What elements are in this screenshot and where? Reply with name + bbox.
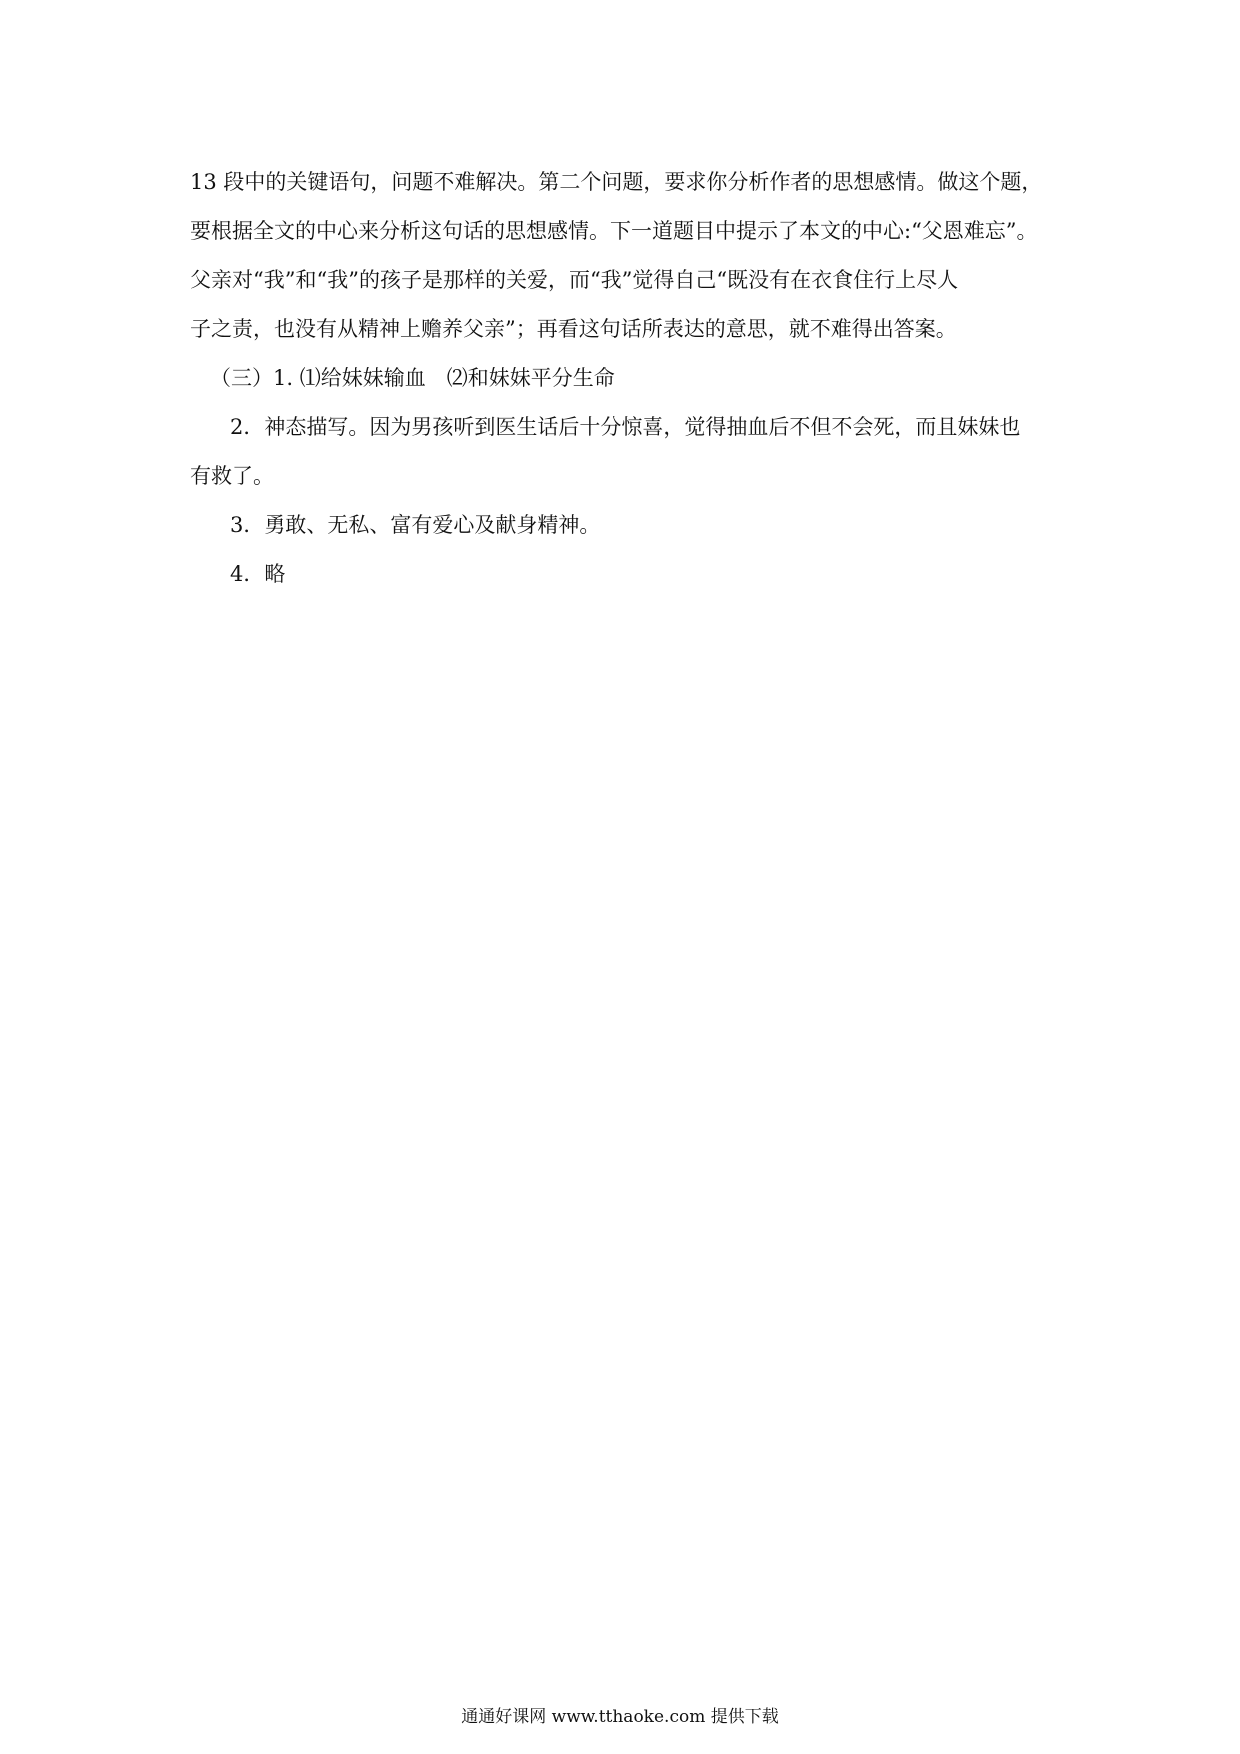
answer-2 — [190, 403, 1070, 501]
answer-4 — [190, 550, 1070, 599]
answer-line-2: 2．神态描写。因为男孩听到医生话后十分惊喜，觉得抽血后不但不会死，而且妹妹也 — [230, 415, 1021, 439]
text-line: 要根据全文的中心来分析这句话的思想感情。下一道题目中提示了本文的中心:“父恩难忘”。 — [190, 219, 1038, 243]
answer-line-4: 4．略 — [230, 562, 286, 586]
answer-line-1: （三）1. ⑴给妹妹输血 ⑵和妹妹平分生命 — [210, 366, 615, 390]
document-body — [190, 158, 1070, 599]
answer-line-2-cont: 有救了。 — [190, 464, 274, 488]
text-line: 13 段中的关键语句，问题不难解决。第二个问题，要求你分析作者的思想感情。做这个题， — [190, 170, 1043, 194]
answer-section-three — [190, 354, 1070, 403]
answer-line-3: 3．勇敢、无私、富有爱心及献身精神。 — [230, 513, 601, 537]
paragraph-analysis — [190, 158, 1070, 354]
text-line: 子之责，也没有从精神上赡养父亲”；再看这句话所表达的意思，就不难得出答案。 — [190, 317, 957, 341]
text-line: 父亲对“我”和“我”的孩子是那样的关爱，而“我”觉得自己“既没有在衣食住行上尽人 — [190, 268, 959, 292]
page-footer: 通通好课网 www.tthaoke.com 提供下载 — [461, 1707, 779, 1727]
answer-3 — [190, 501, 1070, 550]
